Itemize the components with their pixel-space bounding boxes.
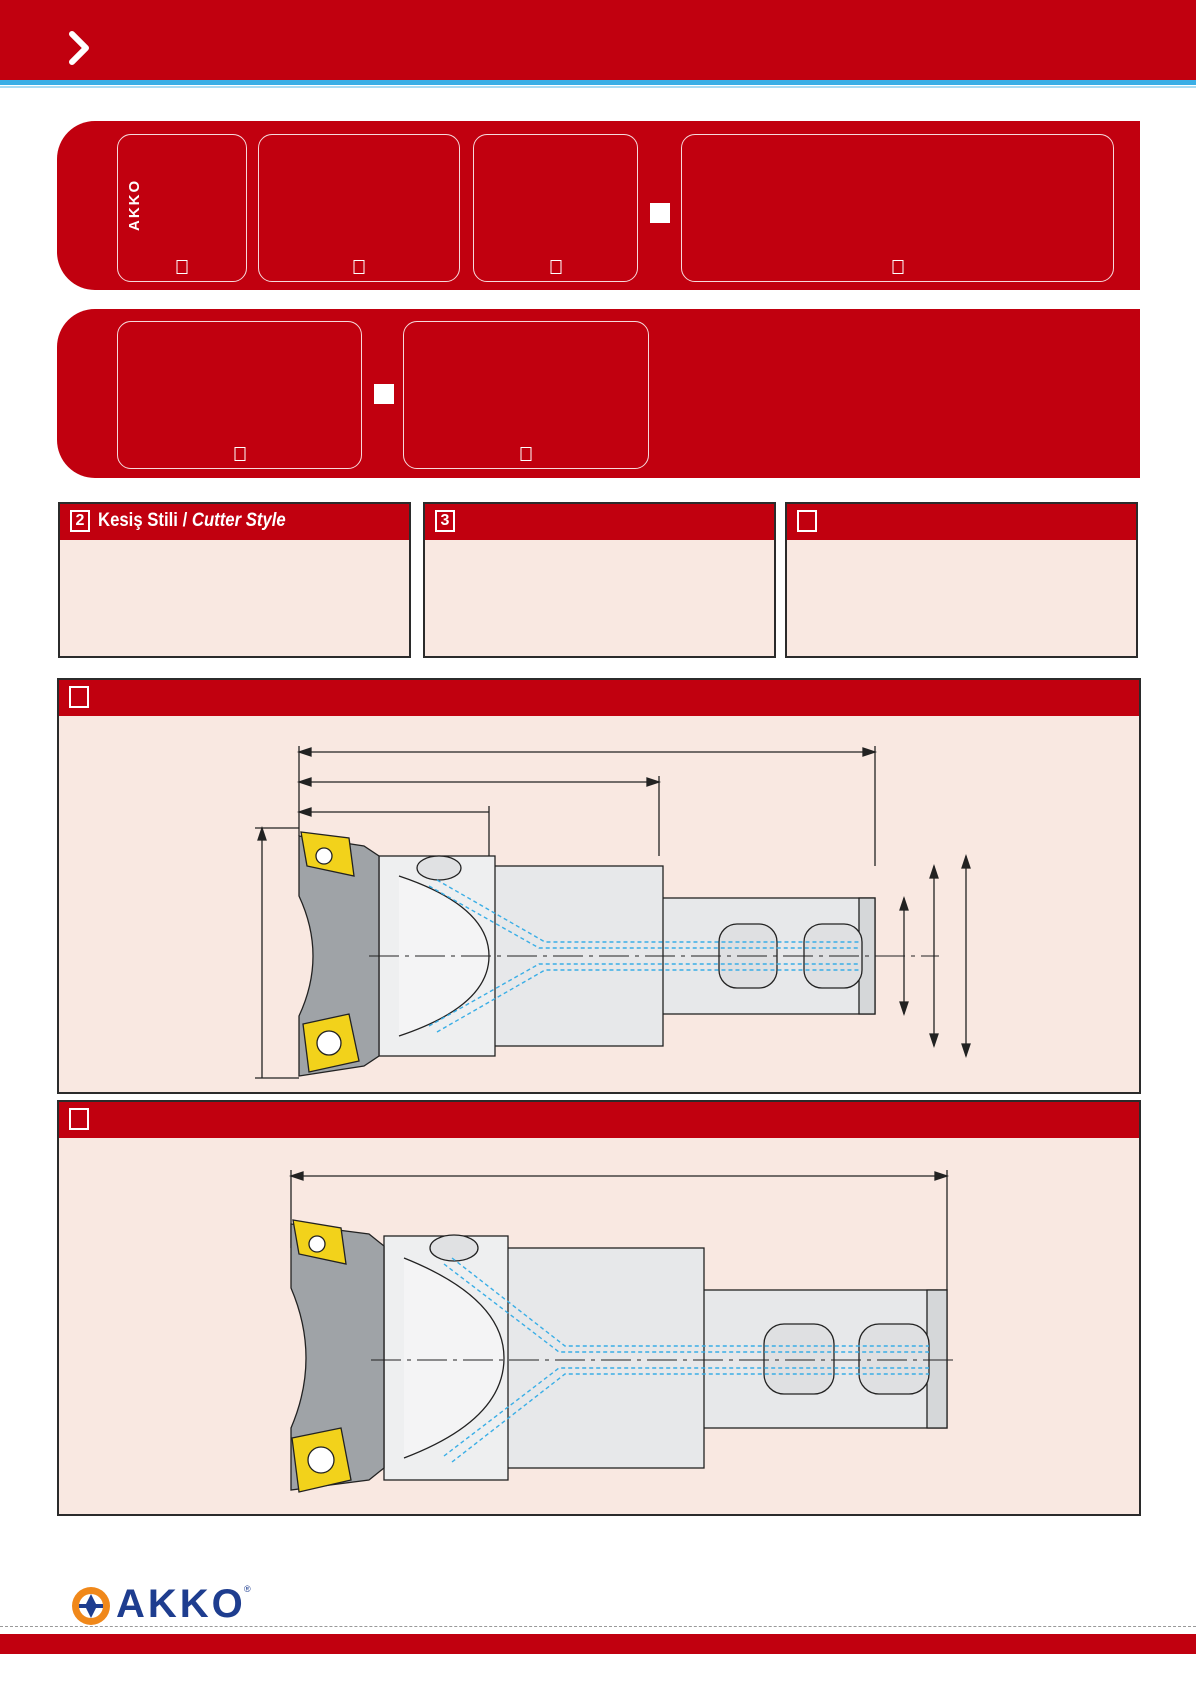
code-box-4 <box>681 134 1114 282</box>
tool-drawing-2 <box>59 1138 1139 1514</box>
header-accent-line-light <box>0 86 1196 88</box>
code-box-number <box>892 260 903 274</box>
panel-header <box>59 680 1139 716</box>
code-box-2 <box>258 134 460 282</box>
panel-header <box>787 504 1136 540</box>
code-box-number <box>354 260 365 274</box>
panel-header <box>59 1102 1139 1138</box>
code-box-number <box>521 447 532 461</box>
footer-logo-text: AKKO <box>116 1582 246 1626</box>
drawing-panel-2 <box>57 1100 1141 1516</box>
code-box-1 <box>117 134 247 282</box>
panel-cutter-style <box>58 502 411 658</box>
panel-number <box>797 510 817 532</box>
panel-header <box>60 504 409 540</box>
akko-logo-icon <box>70 1585 112 1627</box>
tool-drawing-1 <box>59 716 1139 1092</box>
footer-bar <box>0 1634 1196 1654</box>
code-box-5 <box>117 321 362 469</box>
panel-number <box>69 1108 89 1130</box>
panel-number: 3 <box>435 510 455 532</box>
top-header-bar <box>0 0 1196 80</box>
code-separator <box>650 203 670 223</box>
footer-logo-registered: ® <box>244 1584 251 1594</box>
order-code-band-1 <box>57 121 1140 290</box>
panel-3 <box>785 502 1138 658</box>
code-box-number <box>550 260 561 274</box>
panel-title-sep: / <box>177 510 192 531</box>
panel-title <box>98 510 286 532</box>
code-separator <box>374 384 394 404</box>
code-box-number <box>177 260 188 274</box>
code-box-number <box>234 447 245 461</box>
chevron-right-icon <box>66 30 96 66</box>
panel-header <box>425 504 774 540</box>
panel-title-en: Cutter Style <box>191 510 286 531</box>
code-box-vertical-label: AKKO <box>126 178 143 231</box>
header-accent-line <box>0 80 1196 85</box>
panel-title-tr: Kesiş Stili <box>98 510 178 531</box>
panel-number <box>69 686 89 708</box>
panel-number: 2 <box>70 510 90 532</box>
footer-dashed-line <box>0 1626 1196 1628</box>
order-code-band-2 <box>57 309 1140 478</box>
drawing-panel-1 <box>57 678 1141 1094</box>
panel-2 <box>423 502 776 658</box>
code-box-3 <box>473 134 638 282</box>
code-box-6 <box>403 321 649 469</box>
